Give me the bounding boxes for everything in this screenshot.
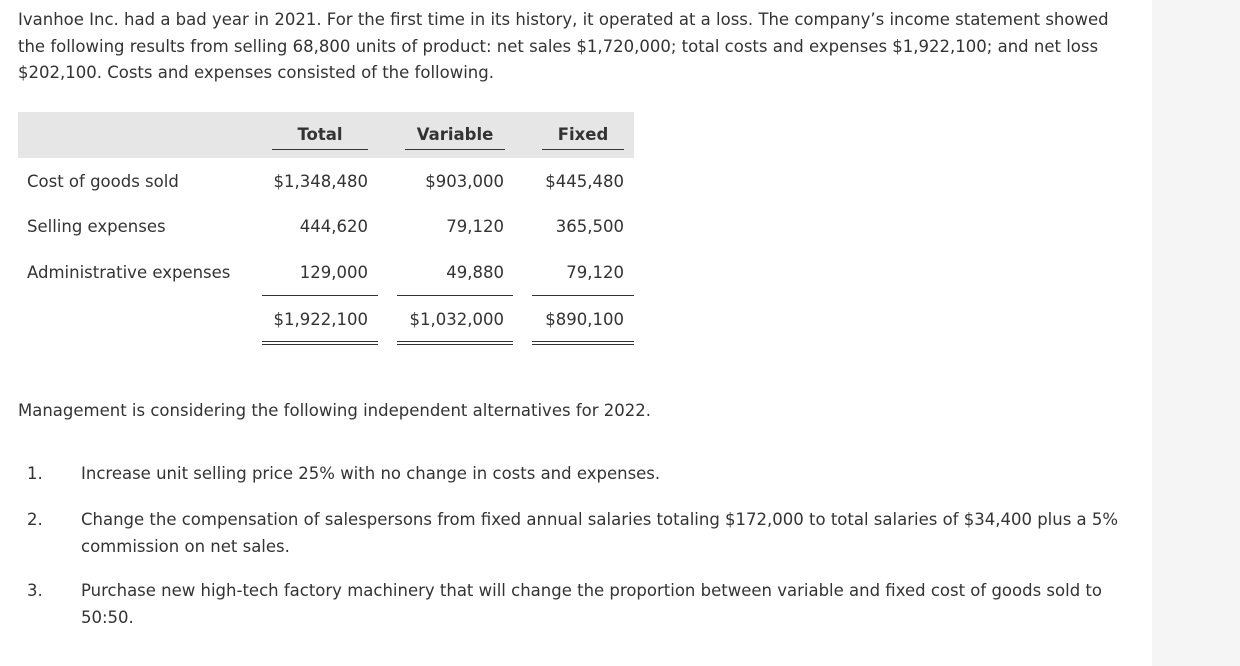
cost-table (18, 112, 634, 352)
header-variable: Variable (416, 125, 494, 144)
row-selling-variable: 79,120 (446, 217, 504, 236)
grand-total-variable: $1,032,000 (409, 310, 504, 329)
fixed-column-double-rule (532, 341, 634, 345)
alternative-2-number: 2. (27, 510, 43, 529)
header-total-underline (272, 149, 368, 150)
total-column-single-rule (262, 295, 378, 296)
intro-paragraph: Ivanhoe Inc. had a bad year in 2021. For the first time in its history, it operated at a loss. The company’s income statement showed the following results from selling 68,800 units of product: net sales $1,720,000; total costs and expenses $1,922,100; and net loss $202,100. Costs and expenses consisted of the following. (18, 10, 1109, 82)
row-label-administrative-expenses: Administrative expenses (27, 263, 231, 282)
row-admin-fixed: 79,120 (566, 263, 624, 282)
management-paragraph: Management is considering the following independent alternatives for 2022. (18, 401, 651, 420)
row-label-cost-of-goods-sold: Cost of goods sold (27, 172, 179, 191)
row-admin-total: 129,000 (299, 263, 368, 282)
grand-total-total: $1,922,100 (273, 310, 368, 329)
alternative-3-text: Purchase new high-tech factory machinery that will change the proportion between variable and fixed cost of goods sold to 50:50. (81, 581, 1102, 627)
header-variable-underline (405, 149, 505, 150)
row-selling-fixed: 365,500 (555, 217, 624, 236)
alternative-1-number: 1. (27, 464, 43, 483)
row-cogs-fixed: $445,480 (545, 172, 624, 191)
right-gutter (1152, 0, 1240, 666)
fixed-column-single-rule (532, 295, 634, 296)
row-selling-total: 444,620 (299, 217, 368, 236)
grand-total-fixed: $890,100 (545, 310, 624, 329)
variable-column-single-rule (397, 295, 513, 296)
header-total: Total (297, 125, 343, 144)
row-label-selling-expenses: Selling expenses (27, 217, 166, 236)
row-admin-variable: 49,880 (446, 263, 504, 282)
header-fixed-underline (542, 149, 624, 150)
row-cogs-variable: $903,000 (425, 172, 504, 191)
row-cogs-total: $1,348,480 (273, 172, 368, 191)
alternative-3-number: 3. (27, 581, 43, 600)
variable-column-double-rule (397, 341, 513, 345)
alternative-1-text: Increase unit selling price 25% with no change in costs and expenses. (81, 464, 661, 483)
header-fixed: Fixed (557, 125, 609, 144)
total-column-double-rule (262, 341, 378, 345)
alternative-2-text: Change the compensation of salespersons from fixed annual salaries totaling $172,000 to total salaries of $34,400 plus a 5% commission on net sales. (81, 510, 1119, 556)
